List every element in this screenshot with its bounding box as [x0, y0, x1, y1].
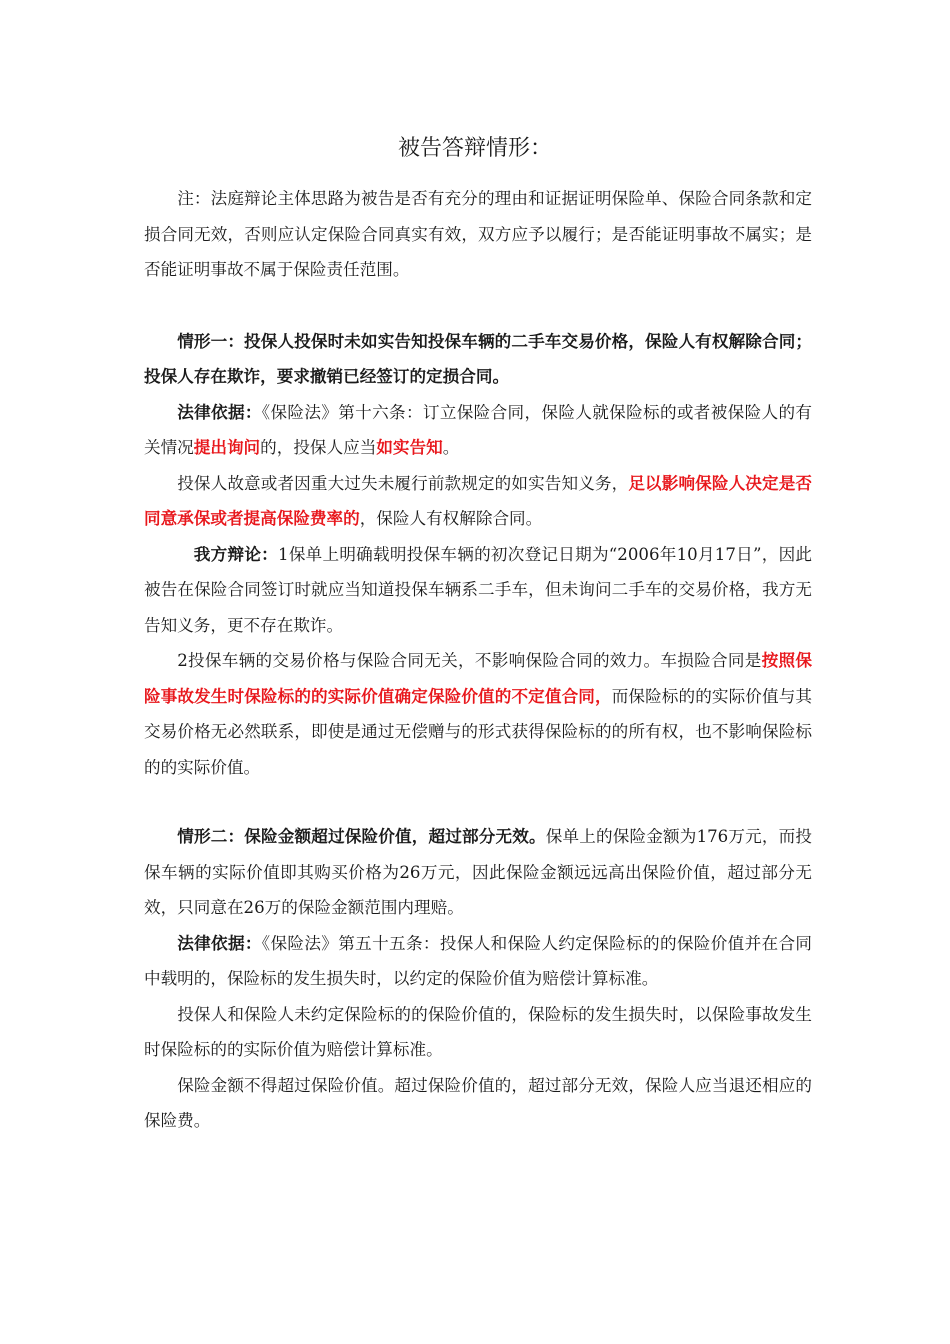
case1-law-paragraph	[144, 395, 812, 466]
case2-law-label: 法律依据：	[177, 933, 262, 953]
case2-law-paragraph	[144, 926, 812, 997]
case1-argue-label: 我方辩论：	[193, 544, 279, 564]
case1-law2-red: 足以影响保险人决定是否同意承保或者提高保险费率的	[144, 473, 813, 528]
case1-argue2-red: 按照保险事故发生时保险标的的实际价值确定保险价值的不定值合同，	[144, 651, 812, 706]
case1-heading: 情形一：投保人投保时未如实告知投保车辆的二手车交易价格，保险人有权解除合同；投保人存在欺诈，要求撤销已经签订的定损合同。	[144, 331, 812, 386]
document-body	[144, 181, 812, 1139]
case1-argue-paragraph	[144, 537, 812, 644]
case2-heading: 情形二：保险金额超过保险价值，超过部分无效。	[177, 827, 546, 846]
document-title: 被告答辩情形：	[397, 136, 552, 161]
case1-law2-paragraph	[144, 466, 812, 537]
case1-law-text-a: 《保险法》第十六条：订立保险合同，保险人就保险标的或者被保险人的有关情况	[144, 402, 813, 457]
case2-law2-paragraph: 投保人和保险人未约定保险标的的保险价值的，保险标的发生损失时，以保险事故发生时保险标的的实际价值为赔偿计算标准。	[144, 1004, 812, 1059]
case1-law2-text-b: ，保险人有权解除合同。	[359, 509, 543, 528]
case1-law-red-2: 如实告知	[376, 438, 443, 457]
case2-law-text: 《保险法》第五十五条：投保人和保险人约定保险标的的保险价值并在合同中载明的，保险标的发生损失时，以约定的保险价值为赔偿计算标准。	[144, 933, 813, 988]
case1-law-red-1: 提出询问	[193, 438, 261, 457]
case1-law2-text-a: 投保人故意或者因重大过失未履行前款规定的如实告知义务，	[177, 473, 629, 493]
case1-law-text-b: 的，投保人应当	[260, 438, 377, 457]
note-paragraph: 注：法庭辩论主体思路为被告是否有充分的理由和证据证明保险单、保险合同条款和定损合同无效，否则应认定保险合同真实有效，双方应予以履行；是否能证明事故不属实；是否能证明事故不属于保险责任范围。	[144, 189, 812, 279]
case1-law-label: 法律依据：	[177, 402, 262, 422]
case1-argue-text: 1保单上明确载明投保车辆的初次登记日期为“2006年10月17日”，因此被告在保险合同签订时就应当知道投保车辆系二手车，但未询问二手车的交易价格，我方无告知义务，更不存在欺诈。	[144, 544, 813, 635]
case2-law3-paragraph: 保险金额不得超过保险价值。超过保险价值的，超过部分无效，保险人应当退还相应的保险费。	[144, 1075, 812, 1130]
case1-argue2-paragraph	[144, 643, 812, 785]
case2-heading-rest: 保单上的保险金额为176万元，而投保车辆的实际价值即其购买价格为26万元，因此保险金额远远高出保险价值，超过部分无效，只同意在26万的保险金额范围内理赔。	[144, 827, 813, 917]
case2-heading-paragraph	[144, 819, 812, 926]
case1-argue2-text-a: 2投保车辆的交易价格与保险合同无关，不影响保险合同的效力。车损险合同是	[177, 651, 762, 670]
case1-argue2-text-b: 而保险标的的实际价值与其交易价格无必然联系，即使是通过无偿赠与的形式获得保险标的的所有权，也不影响保险标的的实际价值。	[144, 686, 813, 777]
case1-law-text-c: 。	[442, 438, 460, 457]
